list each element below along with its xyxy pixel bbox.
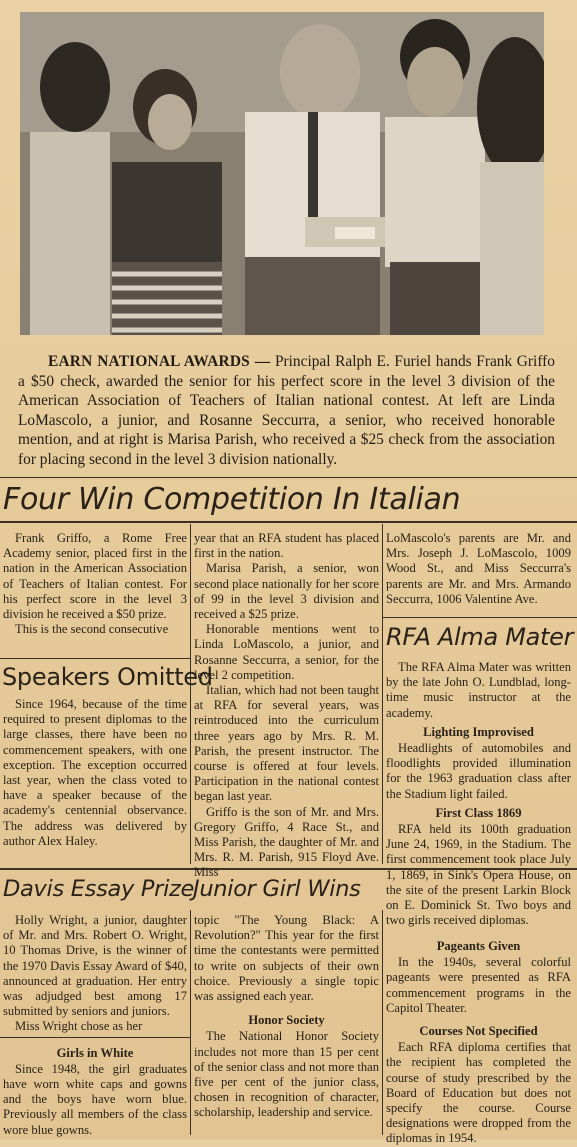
photo-caption [18, 352, 555, 470]
alma-mater-continued-column [386, 935, 571, 1147]
story-paragraph: Since 1964, because of the time required to present diplomas to the large classes, there have been no commencement speakers, with one exception. The exception occurred last year, when the class voted to have a speaker because of the academy's centennial observance. The address was delivered by author Alex Haley. [3, 697, 187, 848]
story-column-2 [194, 531, 379, 881]
subheading: Lighting Improvised [423, 724, 534, 739]
junior-headline: Junior Girl Wins [193, 876, 361, 902]
story-paragraph: Italian, which had not been taught at RFA for several years, was reintroduced into the curriculum three years ago by Mrs. R. M. Parish, the present instructor. The course is offered at four levels. Participation in the national contest began last year. [194, 683, 379, 804]
subheading: Girls in White [56, 1045, 134, 1060]
story-paragraph: Frank Griffo, a Rome Free Academy senior, placed first in the nation in the American Association of Teachers of Italian contest. For his perfect score in the level 3 division he received a $50 prize. [3, 531, 187, 622]
story-paragraph: Griffo is the son of Mr. and Mrs. Gregory Griffo, 4 Race St., and Miss Parish, the daughter of Mr. and Mrs. R. M. Parish, 915 Floyd Ave. Miss [194, 804, 379, 880]
story-paragraph: Each RFA diploma certifies that the recipient has completed the course of study prescribed by the Board of Education but does not specify the course. Course designations were dropped from the diplomas in 1954. [386, 1040, 571, 1146]
divider [190, 910, 191, 1135]
story-paragraph: Since 1948, the girl graduates have worn white caps and gowns and the boys have worn blue. Previously all members of the class wore blue gowns. [3, 1061, 187, 1137]
divider [382, 524, 383, 864]
subheading: Courses Not Specified [419, 1024, 538, 1039]
story-paragraph: RFA held its 100th graduation June 24, 1969, in the Stadium. The first commencement took place July 1, 1869, in Sink's Opera House, on the site of the present Larkin Block on E. Dominick St. Two boys and two girls received diplomas. [386, 822, 571, 928]
divider [0, 521, 577, 523]
story-paragraph: Miss Wright chose as her [15, 1019, 143, 1034]
story-paragraph: The National Honor Society includes not more than 15 per cent of the senior class and not more than five per cent of the junior class, chosen in recognition of character, scholarship, leadership and service. [194, 1029, 380, 1120]
speakers-headline: Speakers Omitted [2, 663, 213, 691]
junior-column [194, 913, 379, 1121]
subheading: Honor Society [248, 1013, 325, 1028]
story-column-1 [3, 531, 187, 637]
story-paragraph: Honorable mentions went to Linda LoMascolo, a junior, and Rosanne Seccurra, a senior, for the level 2 competition. [194, 622, 379, 682]
main-headline: Four Win Competition In Italian [3, 482, 461, 517]
subheading: First Class 1869 [435, 805, 522, 820]
alma-mater-column [386, 660, 571, 928]
story-paragraph: LoMascolo's parents are Mr. and Mrs. Joseph J. LoMascolo, 1009 Wood St., and Miss Seccurra's parents are Mr. and Mrs. Armando Seccurra, 1006 Valentine Ave. [386, 531, 571, 606]
davis-headline: Davis Essay Prize [3, 876, 195, 902]
speakers-column [3, 697, 187, 849]
divider [0, 658, 190, 659]
story-column-3 [386, 531, 571, 607]
divider [190, 524, 191, 864]
story-paragraph: This is the second consecutive [15, 622, 169, 637]
davis-column [3, 913, 187, 1138]
story-paragraph: The RFA Alma Mater was written by the late John O. Lundblad, long-time music instructor at the academy. [386, 660, 571, 720]
story-paragraph: Headlights of automobiles and floodlights provided illumination for the 1963 graduation class after the Stadium light failed. [386, 741, 571, 801]
divider [0, 477, 577, 478]
story-paragraph: Holly Wright, a junior, daughter of Mr. and Mrs. Robert O. Wright, 10 Thomas Drive, is the winner of the 1970 Davis Essay Award of $40, announced at graduation. Her entry was adjudged best among 17 submitted by seniors and juniors. [3, 913, 187, 1019]
award-photo [20, 12, 544, 335]
divider [382, 910, 383, 1135]
story-paragraph: In the 1940s, several colorful pageants were presented as RFA commencement programs in the Capitol Theater. [386, 955, 571, 1015]
photo-image [20, 12, 544, 335]
alma-mater-headline: RFA Alma Mater [386, 623, 574, 651]
subheading: Pageants Given [436, 939, 521, 953]
caption-lead: EARN NATIONAL AWARDS — [48, 353, 271, 370]
story-paragraph: topic "The Young Black: A Revolution?" This year for the first time the contestants were permitted to write on subjects of their own choice. Previously a single topic was assigned each year. [194, 913, 379, 1004]
story-paragraph: year that an RFA student has placed first in the nation. [194, 531, 379, 561]
story-paragraph: Marisa Parish, a senior, won second place nationally for her score of 99 in the level 3 division and received a $25 prize. [194, 561, 379, 622]
divider [383, 617, 577, 618]
caption-text: Principal Ralph E. Furiel hands Frank Griffo a $50 check, awarded the senior for his perfect score in the level 3 division of the American Association of Teachers of Italian national contest. At left are Linda LoMascolo, a junior, and Rosanne Seccurra, a senior, who received honorable mention, and at right is Marisa Parish, who received a $25 check from the association for placing second in the level 3 division nationally. [18, 353, 555, 468]
